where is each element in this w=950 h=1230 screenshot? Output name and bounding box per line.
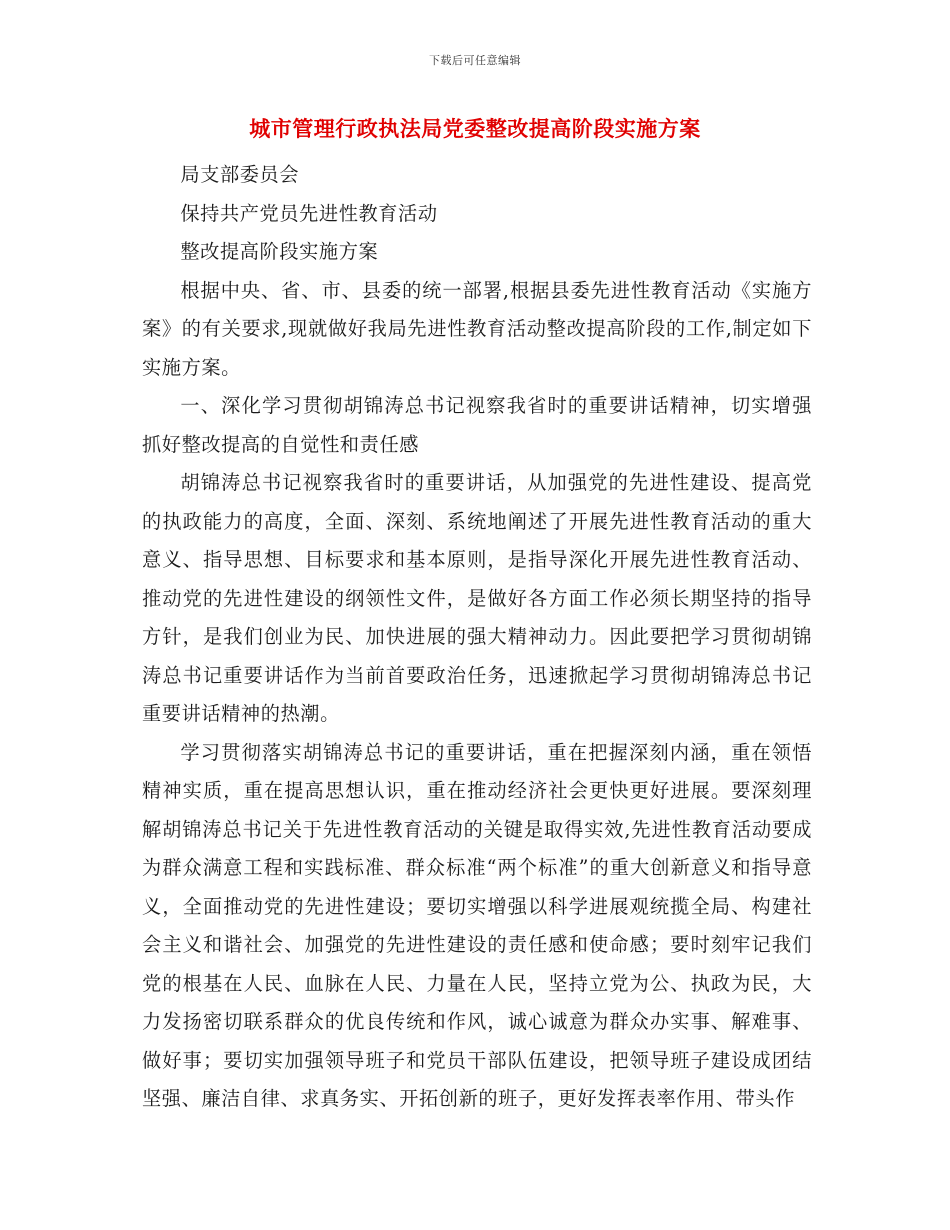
paragraph-org: 局支部委员会: [180, 163, 300, 186]
paragraph-section-heading: 一、深化学习贯彻胡锦涛总书记视察我省时的重要讲话精神，切实增强抓好整改提高的自觉性和责任感: [142, 394, 812, 456]
paragraph-subtitle-1: 保持共产党员先进性教育活动: [180, 201, 438, 225]
paragraph-body: 学习贯彻落实胡锦涛总书记的重要讲话，重在把握深刻内涵，重在领悟精神实质，重在提高思想认识，重在推动经济社会更快更好进展。要深刻理解胡锦涛总书记关于先进性教育活动的关键是取得实效,先进性教育活动要成为群众满意工程和实践标准、群众标准“两个标准”的重大创新意义和指导意义，全面推动党的先进性建设；要切实增强以科学进展观统揽全局、构建社会主义和谐社会、加强党的先进性建设的责任感和使命感；要时刻牢记我们党的根基在人民、血脉在人民、力量在人民，坚持立党为公、执政为民，大力发扬密切联系群众的优良传统和作风，诚心诚意为群众办实事、解难事、做好事；要切实加强领导班子和党员干部队伍建设，把领导班子建设成团结坚强、廉洁自律、求真务实、开拓创新的班子，更好发挥表率作用、带头作: [142, 740, 812, 1110]
paragraph-intro: 根据中央、省、市、县委的统一部署,根据县委先进性教育活动《实施方案》的有关要求,现就做好我局先进性教育活动整改提高阶段的工作,制定如下实施方案。: [142, 278, 812, 379]
document-title: 城市管理行政执法局党委整改提高阶段实施方案: [249, 116, 701, 141]
document-body: [142, 156, 812, 1119]
paragraph-subtitle-2: 整改提高阶段实施方案: [180, 240, 379, 263]
header-note: 下载后可任意编辑: [429, 54, 521, 67]
paragraph-body: 胡锦涛总书记视察我省时的重要讲话，从加强党的先进性建设、提高党的执政能力的高度，全面、深刻、系统地阐述了开展先进性教育活动的重大意义、指导思想、目标要求和基本原则，是指导深化开展先进性教育活动、推动党的先进性建设的纲领性文件，是做好各方面工作必须长期坚持的指导方针，是我们创业为民、加快进展的强大精神动力。因此要把学习贯彻胡锦涛总书记重要讲话作为当前首要政治任务，迅速掀起学习贯彻胡锦涛总书记重要讲话精神的热潮。: [142, 471, 812, 725]
